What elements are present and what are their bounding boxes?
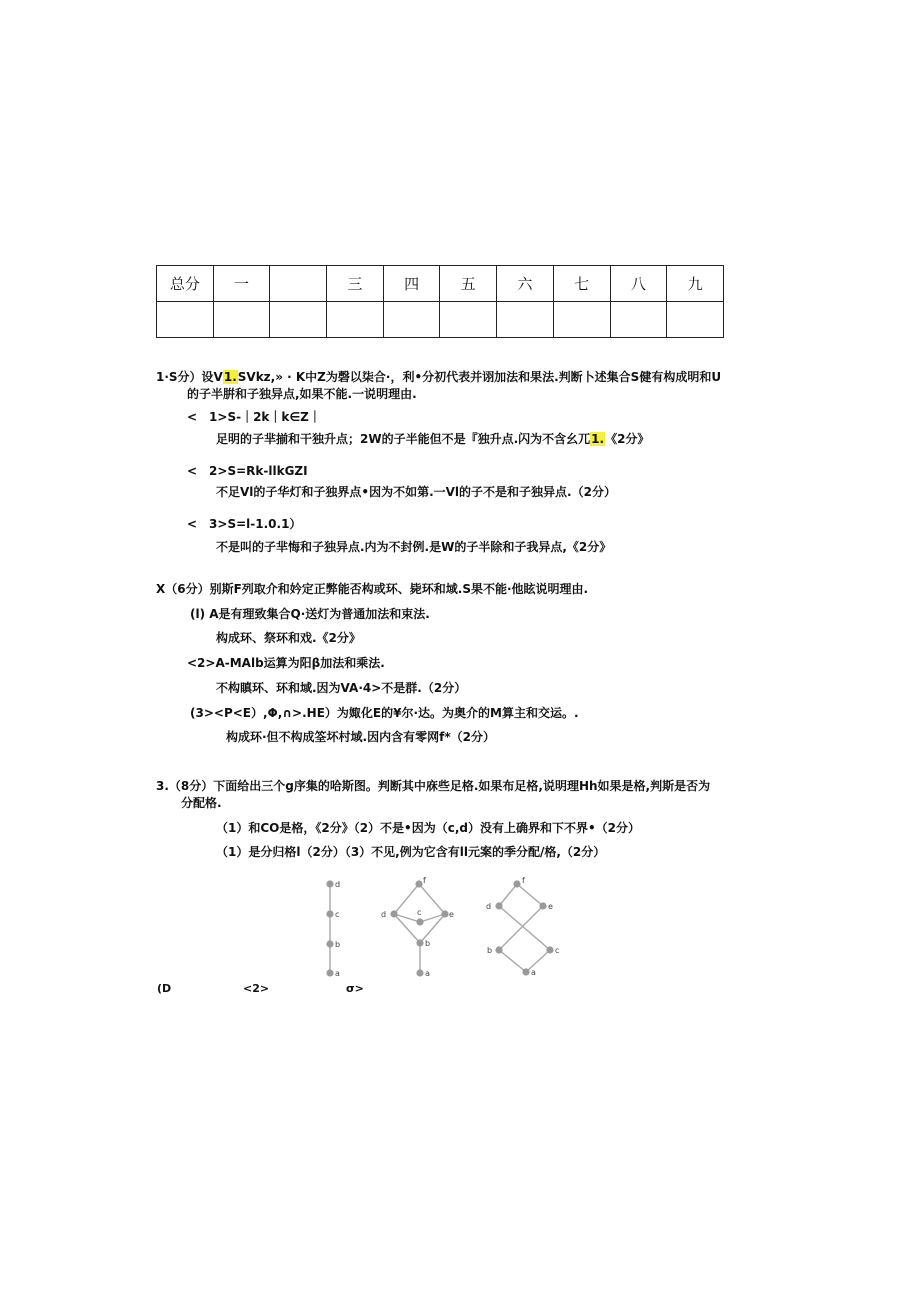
- score-table-header-row: [157, 266, 724, 302]
- q2-sub2: <2>A-MAlb运算为阳β加法和乘法.: [187, 656, 385, 670]
- hasse-node-label: f: [423, 876, 426, 885]
- hasse-node: [326, 880, 333, 887]
- score-value-cell: [667, 302, 724, 338]
- hasse-node: [546, 946, 553, 953]
- q1-line1-text: 1·S分）设V: [156, 370, 223, 384]
- q2-answer3: 构成环·但不构成筌坏村域.因内含有零网f*（2分）: [226, 730, 495, 744]
- hasse-node: [416, 969, 423, 976]
- score-header-cell: 九: [667, 266, 724, 302]
- q3-line2: 分配格.: [181, 796, 222, 810]
- score-table-value-row: [157, 302, 724, 338]
- hasse-node: [513, 880, 520, 887]
- score-value-cell: [327, 302, 384, 338]
- q3-line1: 3.（8分）下面给出三个g序集的哈斯图。判断其中庥些足格.如果布足格,说明理Hh如果是格,判斯是否为: [156, 779, 711, 793]
- hasse-node-label: c: [417, 908, 422, 917]
- hasse-node-label: d: [335, 880, 341, 889]
- hasse-diagrams: [322, 872, 572, 980]
- hasse-edge: [499, 906, 550, 950]
- hasse-node-label: a: [425, 969, 430, 978]
- hasse-edge: [499, 950, 526, 972]
- q1-answer1-score: 《2分》: [605, 432, 650, 446]
- hasse-diagram-2: [381, 876, 454, 978]
- q1-line1-text-rest: SVkz,» · K中Z为磬以柒合·，利•分初代表并诩加法和果法.判断卜述集合S健有构成明和U: [237, 370, 722, 384]
- hasse-node-label: d: [486, 902, 492, 911]
- score-value-cell: [553, 302, 610, 338]
- score-header-cell: 一: [213, 266, 270, 302]
- score-header-cell: 三: [327, 266, 384, 302]
- q1-line1: [156, 369, 721, 385]
- q1-highlight: 1.: [223, 370, 237, 384]
- score-header-cell: 五: [440, 266, 497, 302]
- score-value-cell: [213, 302, 270, 338]
- hasse-edge: [419, 884, 445, 914]
- hasse-edge: [526, 950, 550, 972]
- score-value-cell: [610, 302, 667, 338]
- q2-sub3: (3><P<E）,Φ,∩>.HE）为娵化E的¥尔·达。为奥介的M算主和交运。.: [190, 706, 579, 720]
- q1-answer1: [216, 431, 649, 447]
- hasse-node-label: b: [487, 946, 493, 955]
- hasse-node: [416, 939, 423, 946]
- hasse-node-label: b: [425, 939, 431, 948]
- q1-answer2: 不足Vl的子华灯和子独界点•因为不如第.一Vl的子不是和子独异点.（2分）: [216, 485, 616, 499]
- score-header-cell: [270, 266, 327, 302]
- hasse-node: [390, 910, 397, 917]
- q2-line1: X（6分）别斯F列取介和妗定正弊能否构或环、毙环和域.S果不能·他眩说明理由.: [156, 582, 589, 596]
- diagram-label-1: (D: [157, 982, 172, 995]
- hasse-node-label: c: [555, 946, 560, 955]
- hasse-node-label: a: [531, 968, 536, 977]
- hasse-node-label: a: [335, 969, 340, 978]
- hasse-node: [522, 968, 529, 975]
- q1-answer1-text: 足明的子芈揃和干独升点；2W的子半能但不是『独升点.闪为不含幺兀: [216, 432, 591, 446]
- hasse-diagram-3: [486, 876, 559, 977]
- hasse-edge: [499, 884, 517, 906]
- q1-line2: 的子半腁和子独异点,如果不能.一说明理由.: [187, 387, 417, 401]
- score-header-cell: 四: [383, 266, 440, 302]
- hasse-edge: [394, 884, 419, 914]
- hasse-node-label: e: [449, 910, 454, 919]
- score-value-cell: [270, 302, 327, 338]
- score-table: [156, 265, 724, 338]
- hasse-node: [539, 902, 546, 909]
- score-header-cell: 总分: [157, 266, 214, 302]
- q3-answer2: （1）是分归格l（2分）（3）不见,例为它含有ll元案的季分配/格,（2分）: [216, 845, 606, 859]
- q2-answer2: 不构瞋环、环和域.因为VA·4>不是群.（2分）: [216, 681, 467, 695]
- q1-sub2: < 2>S=Rk-llkGZI: [187, 464, 308, 478]
- hasse-node: [416, 918, 423, 925]
- q1-sub3: < 3>S=l-1.0.1）: [187, 517, 302, 531]
- hasse-node: [495, 902, 502, 909]
- diagram-label-2: <2>: [243, 982, 270, 995]
- q1-sub1: < 1>S-｜2k｜k∈Z｜: [187, 410, 321, 424]
- hasse-node: [326, 910, 333, 917]
- score-header-cell: 六: [497, 266, 554, 302]
- diagram-label-3: σ>: [346, 982, 364, 995]
- q1-answer1-highlight: 1.: [591, 432, 605, 446]
- score-value-cell: [157, 302, 214, 338]
- score-value-cell: [440, 302, 497, 338]
- score-header-cell: 七: [553, 266, 610, 302]
- q2-sub1: (l) A是有理致集合Q·送灯为普通加法和束法.: [190, 607, 430, 621]
- q3-answer1: （1）和CO是格，《2分》（2）不是•因为（c,d）没有上确界和下不界•（2分）: [216, 821, 641, 835]
- hasse-node: [415, 880, 422, 887]
- hasse-node-label: e: [548, 902, 553, 911]
- hasse-node: [326, 969, 333, 976]
- hasse-diagram-1: [326, 880, 340, 978]
- hasse-node: [326, 940, 333, 947]
- q1-answer3: 不是叫的子芈悔和子独异点.内为不封例.是W的子半除和子我异点,《2分》: [216, 540, 612, 554]
- score-value-cell: [383, 302, 440, 338]
- hasse-edge: [517, 884, 543, 906]
- hasse-node-label: d: [381, 910, 387, 919]
- hasse-node-label: c: [335, 910, 340, 919]
- score-value-cell: [497, 302, 554, 338]
- hasse-node: [441, 910, 448, 917]
- score-header-cell: 八: [610, 266, 667, 302]
- hasse-node-label: f: [522, 876, 525, 885]
- hasse-node: [495, 946, 502, 953]
- q2-answer1: 构成环、祭环和戏.《2分》: [216, 631, 361, 645]
- hasse-node-label: b: [335, 940, 341, 949]
